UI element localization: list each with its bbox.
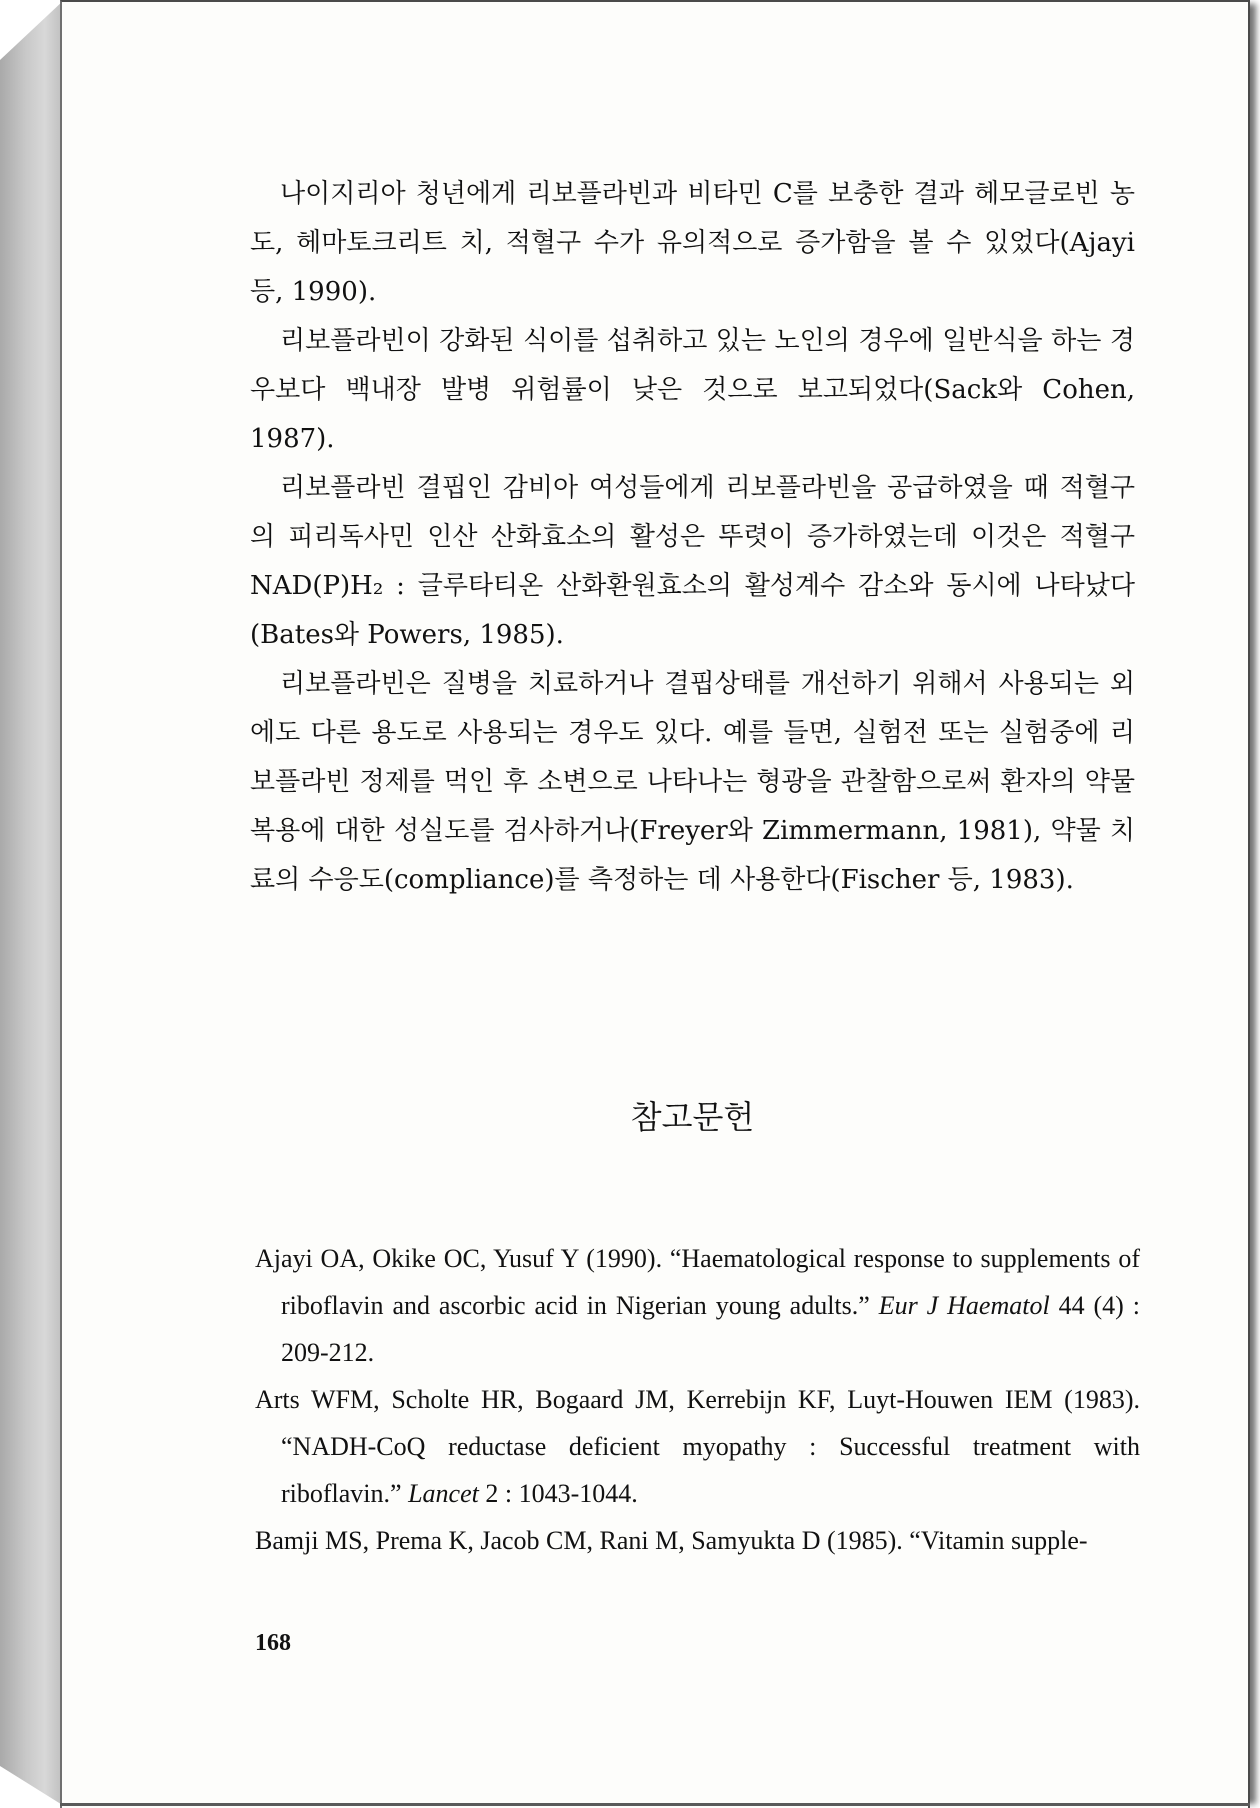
paragraph-2: 리보플라빈이 강화된 식이를 섭취하고 있는 노인의 경우에 일반식을 하는 경우보다 백내장 발병 위험률이 낮은 것으로 보고되었다(Sack와 Cohen, 1987). bbox=[250, 326, 1135, 454]
reference-item bbox=[255, 1376, 1140, 1517]
body-text bbox=[250, 170, 1135, 905]
paragraph-4: 리보플라빈은 질병을 치료하거나 결핍상태를 개선하기 위해서 사용되는 외에도 다른 용도로 사용되는 경우도 있다. 예를 들면, 실험전 또는 실험중에 리보플라빈 정제를 먹인 후 소변으로 나타나는 형광을 관찰함으로써 환자의 약물복용에 대한 성실도를 검사하거나(Freyer와 Zimmermann, 1981), 약물 치료의 수응도(compliance)를 측정하는 데 사용한다(Fischer 등, 1983). bbox=[250, 669, 1135, 895]
reference-text: Bamji MS, Prema K, Jacob CM, Rani M, Samyukta D (1985). “Vitamin supple- bbox=[255, 1526, 1088, 1555]
reference-citation: 44 (4) : 209-212. bbox=[281, 1291, 1140, 1367]
reference-journal: Lancet bbox=[408, 1479, 479, 1508]
spine-bottom-corner bbox=[0, 1766, 64, 1806]
paragraph-3: 리보플라빈 결핍인 감비아 여성들에게 리보플라빈을 공급하였을 때 적혈구의 피리독사민 인산 산화효소의 활성은 뚜렷이 증가하였는데 이것은 적혈구 NAD(P)H₂ : 글루타티온 산화환원효소의 활성계수 감소와 동시에 나타났다(Bates와 Powers, 1985). bbox=[250, 473, 1135, 650]
references-heading: 참고문헌 bbox=[630, 1098, 755, 1136]
reference-journal: Eur J Haematol bbox=[878, 1291, 1050, 1320]
spine-top-corner bbox=[0, 0, 64, 60]
book-spine bbox=[0, 0, 64, 1806]
reference-item bbox=[255, 1517, 1140, 1564]
reference-item bbox=[255, 1235, 1140, 1376]
reference-citation: 2 : 1043-1044. bbox=[478, 1479, 638, 1508]
reference-text: Ajayi OA, Okike OC, Yusuf Y (1990). “Haematological response to supplements of riboflavin and ascorbic acid in Nigerian young adults.” bbox=[255, 1244, 1140, 1320]
reference-text: Arts WFM, Scholte HR, Bogaard JM, Kerrebijn KF, Luyt-Houwen IEM (1983). “NADH-CoQ reductase deficient myopathy : Successful treatment with riboflavin.” bbox=[255, 1385, 1140, 1508]
page-number: 168 bbox=[255, 1630, 291, 1656]
paragraph-1: 나이지리아 청년에게 리보플라빈과 비타민 C를 보충한 결과 헤모글로빈 농도, 헤마토크리트 치, 적혈구 수가 유의적으로 증가함을 볼 수 있었다(Ajayi 등, 1990). bbox=[250, 179, 1135, 307]
reference-list bbox=[255, 1235, 1140, 1564]
